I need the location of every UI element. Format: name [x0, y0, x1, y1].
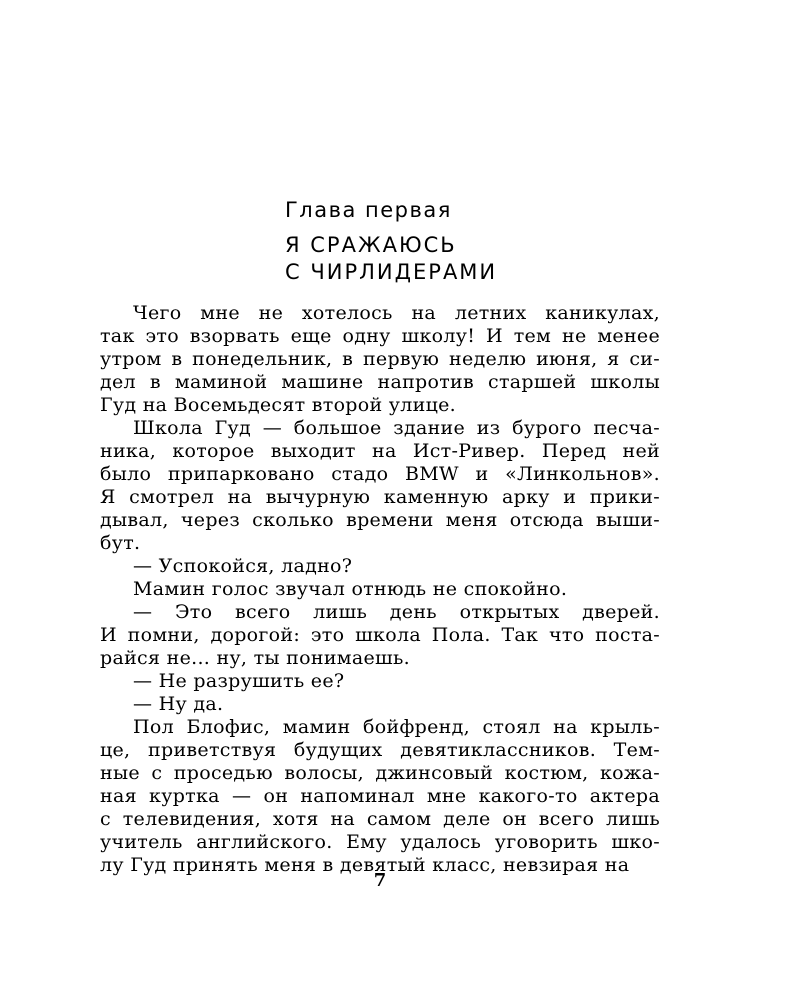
paragraph	[100, 601, 660, 670]
text-line: так это взорвать еще одну школу! И тем не менее	[100, 325, 660, 347]
chapter-title	[100, 232, 660, 286]
chapter-label: Глава первая	[285, 198, 452, 222]
text-line: лу Гуд принять меня в девятый класс, невзирая на	[100, 854, 630, 876]
text-line: утром в понедельник, в первую неделю июня, я си-	[100, 348, 660, 370]
text-line: ника, которое выходит на Ист-Ривер. Перед ней	[100, 440, 660, 462]
paragraph	[100, 716, 660, 877]
chapter-title-line: Я СРАЖАЮСЬ	[285, 233, 457, 257]
body-text	[100, 302, 660, 877]
text-line: — Успокойся, ладно?	[133, 555, 353, 577]
text-line: Гуд на Восемьдесят второй улице.	[100, 394, 457, 416]
paragraph	[100, 302, 660, 417]
text-line: — Ну да.	[133, 693, 224, 715]
text-line: Я смотрел на вычурную каменную арку и прики-	[100, 486, 660, 508]
text-line: дывал, через сколько времени меня отсюда выши-	[100, 509, 660, 531]
paragraph	[100, 670, 660, 693]
paragraph	[100, 555, 660, 578]
text-line: райся не... ну, ты понимаешь.	[100, 647, 411, 669]
text-line: с телевидения, хотя на самом деле он всего лишь	[100, 808, 660, 830]
text-line: дел в маминой машине напротив старшей школы	[100, 371, 660, 393]
paragraph	[100, 417, 660, 555]
text-line: — Не разрушить ее?	[133, 670, 345, 692]
text-line: — Это всего лишь день открытых дверей.	[133, 601, 660, 623]
text-line: учитель английского. Ему удалось уговорить шко-	[100, 831, 660, 853]
text-line: ная куртка — он напоминал мне какого-то актера	[100, 785, 660, 807]
text-line: И помни, дорогой: это школа Пола. Так что поста-	[100, 624, 660, 646]
text-line: Школа Гуд — большое здание из бурого песча-	[133, 417, 660, 439]
text-line: це, приветствуя будущих девятиклассников. Тем-	[100, 739, 660, 761]
page-number: 7	[373, 870, 387, 891]
text-line: Чего мне не хотелось на летних каникулах,	[133, 302, 660, 324]
chapter-title-line: С ЧИРЛИДЕРАМИ	[285, 260, 498, 284]
text-line: ные с проседью волосы, джинсовый костюм, кожа-	[100, 762, 660, 784]
paragraph	[100, 578, 660, 601]
text-line: Пол Блофис, мамин бойфренд, стоял на крыль-	[133, 716, 660, 738]
text-line: было припарковано стадо BMW и «Линкольнов».	[100, 463, 660, 485]
text-line: Мамин голос звучал отнюдь не спокойно.	[133, 578, 568, 600]
paragraph	[100, 693, 660, 716]
text-block	[100, 198, 660, 877]
text-line: бут.	[100, 532, 141, 554]
